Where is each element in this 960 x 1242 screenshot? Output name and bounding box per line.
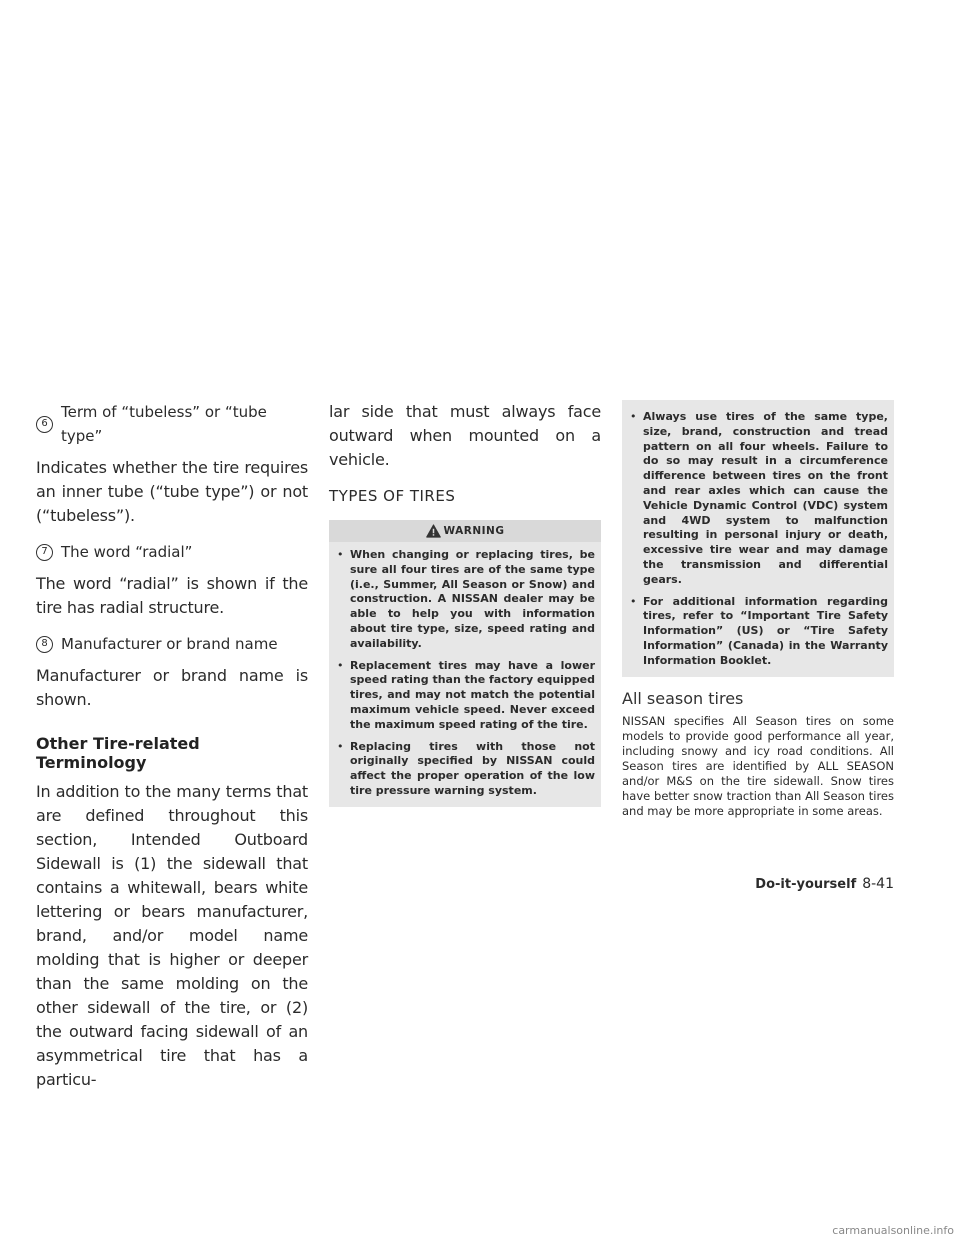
circled-number-6: 6 [36, 416, 53, 433]
warning-item: • Replacing tires with those not originally specified by NISSAN could affect the proper operation of the low tire pressure warning system. [337, 740, 595, 799]
circled-number-8: 8 [36, 636, 53, 653]
page-number: 8-41 [862, 876, 894, 892]
terminology-paragraph: In addition to the many terms that are defined throughout this section, Intended Outboard Sidewall is (1) the sidewall that contains a whitewall, bears white lettering or bears manufacturer, brand, and/or model name molding that is higher or deeper than the same molding on the other sidewall of the tire, or (2) the outward facing sidewall of an asymmetrical tire that has a particu- [36, 782, 308, 1089]
item-6-text: Indicates whether the tire requires an inner tube (“tube type”) or not (“tubeless”). [36, 458, 308, 525]
item-8-heading [36, 632, 308, 656]
warning-list-continued [622, 404, 894, 677]
warning-list [329, 542, 601, 807]
item-6-heading [36, 400, 308, 448]
warning-header [329, 520, 601, 542]
terminology-paragraph-continued: lar side that must always face outward when mounted on a vehicle. [329, 402, 601, 469]
column-2 [329, 400, 601, 807]
column-1 [36, 400, 308, 1104]
terminology-heading: Other Tire-related Terminology [36, 734, 200, 772]
item-6-title: Term of “tubeless” or “tube type” [61, 403, 267, 445]
item-8-title: Manufacturer or brand name [61, 635, 278, 653]
item-7-title: The word “radial” [61, 543, 193, 561]
warning-box-continued [622, 400, 894, 677]
warning-item: • Replacement tires may have a lower speed rating than the factory equipped tires, and may not match the potential maximum vehicle speed. Never exceed the maximum speed rating of the tire. [337, 659, 595, 733]
item-7-text: The word “radial” is shown if the tire has radial structure. [36, 574, 308, 617]
warning-item: • When changing or replacing tires, be sure all four tires are of the same type (i.e., Summer, All Season or Snow) and construction. A NISSAN dealer may be able to help you with information about tire type, size, speed rating and availability. [337, 548, 595, 652]
warning-item: • For additional information regarding tires, refer to “Important Tire Safety Information” (US) or “Tire Safety Information” (Canada) in the Warranty Information Booklet. [630, 595, 888, 669]
warning-label: WARNING [443, 525, 505, 537]
warning-triangle-icon [426, 524, 441, 538]
footer-section-name: Do-it-yourself [755, 877, 857, 892]
warning-box [329, 520, 601, 807]
section-title: TYPES OF TIRES [329, 487, 456, 505]
circled-number-7: 7 [36, 544, 53, 561]
item-8-text: Manufacturer or brand name is shown. [36, 666, 308, 709]
column-3 [622, 400, 894, 819]
watermark: carmanualsonline.info [832, 1224, 954, 1237]
all-season-title: All season tires [622, 688, 744, 708]
item-7-heading [36, 540, 308, 564]
page-footer [740, 876, 894, 892]
warning-item: • Always use tires of the same type, size, brand, construction and tread pattern on all four wheels. Failure to do so may result in a circumference difference between tires on the front and rear axles which can cause the Vehicle Dynamic Control (VDC) system and 4WD system to malfunction resulting in personal injury or death, excessive tire wear and may damage the transmission and differential gears. [630, 410, 888, 588]
all-season-paragraph: NISSAN specifies All Season tires on some models to provide good performance all year, including snowy and icy road conditions. All Season tires are identified by ALL SEASON and/or M&S on the tire sidewall. Snow tires have better snow traction than All Season tires and may be more appropriate in some areas. [622, 713, 894, 818]
